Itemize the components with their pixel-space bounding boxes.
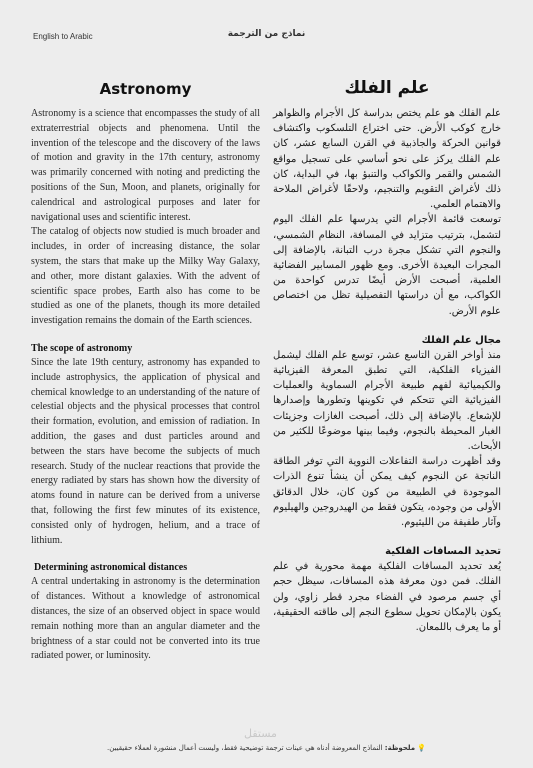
english-paragraph-1: Astronomy is a science that encompasses the study of all extraterrestrial objects and phenomena. Until the invention of the telescope and the discovery of the laws of motion and gravity in the 17th century, astronomy was primarily concerned with noting and predicting the positions of the Sun, Moon, and planets, originally for calendrical and astrological purposes and later for navigational uses and scientific interest. (31, 108, 260, 223)
english-paragraph-2: The catalog of objects now studied is much broader and includes, in order of increasing distance, the solar system, the stars that make up the Milky Way Galaxy, and other, more distant galaxies. With the advent of scientific space probes, Earth also has come to be studied as one of the planets, though its more detailed investigation remains the domain of the Earth sciences. (31, 226, 260, 327)
footnote-label: ملحوظة: (384, 744, 416, 752)
language-pair-label: English to Arabic (33, 32, 93, 41)
english-subheading-distances: Determining astronomical distances (34, 562, 188, 574)
arabic-subheading-distances: تحديد المسافات الفلكية (385, 546, 501, 558)
lightbulb-icon: 💡 (417, 744, 427, 752)
arabic-subheading-scope: مجال علم الفلك (421, 334, 501, 346)
arabic-title: علم الفلك (344, 78, 430, 98)
arabic-paragraph-1: علم الفلك هو علم يختص بدراسة كل الأجرام والظواهر خارج كوكب الأرض. حتى اختراع التلسكوب واكتشاف قوانين الحركة والجاذبية في القرن السابع عشر، كان علم الفلك يركز على نحو أساسي على تسجيل مواقع الشمس والقمر والكواكب والتنبؤ بها، في البداية، كان ذلك لأغراض التقويم والتنجيم، ولاحقًا لأغراض الملاحة والاهتمام العلمي. (273, 108, 501, 211)
arabic-paragraph-5: يُعد تحديد المسافات الفلكية مهمة محورية في علم الفلك. فمن دون معرفة هذه المسافات، سيظل حجم أي جسم مرصود في الفضاء مجرد قطر زاوي، ولن يكون بالإمكان تحويل سطوع النجم إلى طاقته الحقيقية، أو ما يعرف باللمعان. (273, 561, 501, 634)
samples-heading: نماذج من الترجمة (227, 29, 306, 39)
footnote-text: النماذج المعروضة أدناه هي عينات ترجمة توضيحية فقط، وليست أعمال منشورة لعملاء حقيقيين. (106, 744, 383, 752)
arabic-paragraph-3: منذ أواخر القرن التاسع عشر، توسع علم الفلك ليشمل الفيزياء الفلكية، التي تطبق المعرفة الفيزيائية والكيميائية لفهم طبيعة الأجرام السماوية والعمليات الفيزيائية التي تتحكم في تكوينها وتطورها وإصدارها للإشعاع. بالإضافة إلى ذلك، أصبحت الغازات وجزيئات الغبار المحيطة بالنجوم، وفيما بينها موضوعًا للكثير من الأبحاث. (273, 349, 501, 453)
footnote (0, 744, 533, 752)
watermark-logo: مستقل (244, 727, 277, 740)
english-subheading-scope: The scope of astronomy (31, 342, 133, 354)
arabic-column (273, 78, 501, 635)
arabic-paragraph-2: توسعت قائمة الأجرام التي يدرسها علم الفلك اليوم لتشمل، بترتيب متزايد في المسافة، النظام الشمسي، والنجوم التي تشكل مجرة درب التبانة، بالإضافة إلى المجرات البعيدة الأخرى. ومع ظهور المسابير الفضائية العلمية، أصبحت الأرض أيضًا تدرس كواحدة من الكواكب، مع أن دراستها التفصيلية تظل من اختصاص علوم الأرض. (273, 214, 501, 317)
english-paragraph-3: Since the late 19th century, astronomy has expanded to include astrophysics, the application of physical and chemical knowledge to an understanding of the nature of celestial objects and the physical processes that control their formation, evolution, and emission of radiation. In addition, the gases and dust particles around and between the stars have become the subjects of much research. Study of the nuclear reactions that provide the energy radiated by stars has shown how the diversity of atoms found in nature can be derived from a universe that, following the first few minutes of its existence, consisted only of hydrogen, helium, and a trace of lithium. (31, 356, 260, 546)
arabic-paragraph-4: وقد أظهرت دراسة التفاعلات النووية التي توفر الطاقة الناتجة عن النجوم كيف يمكن أن ينشأ تنوع الذرات الموجودة في الطبيعة من كون كان، خلال الدقائق الأولى من وجوده، يتكون فقط من الهيدروجين والهيليوم وآثار طفيفة من الليثيوم. (273, 456, 501, 529)
english-title: Astronomy (99, 80, 192, 98)
page-header (0, 0, 533, 48)
english-paragraph-4: A central undertaking in astronomy is the determination of distances. Without a knowledge of astronomical distances, the size of an observed object in space would remain nothing more than an angular diameter and the brightness of a star could not be converted into its true radiated power, or luminosity. (31, 576, 260, 662)
english-column (31, 80, 260, 664)
